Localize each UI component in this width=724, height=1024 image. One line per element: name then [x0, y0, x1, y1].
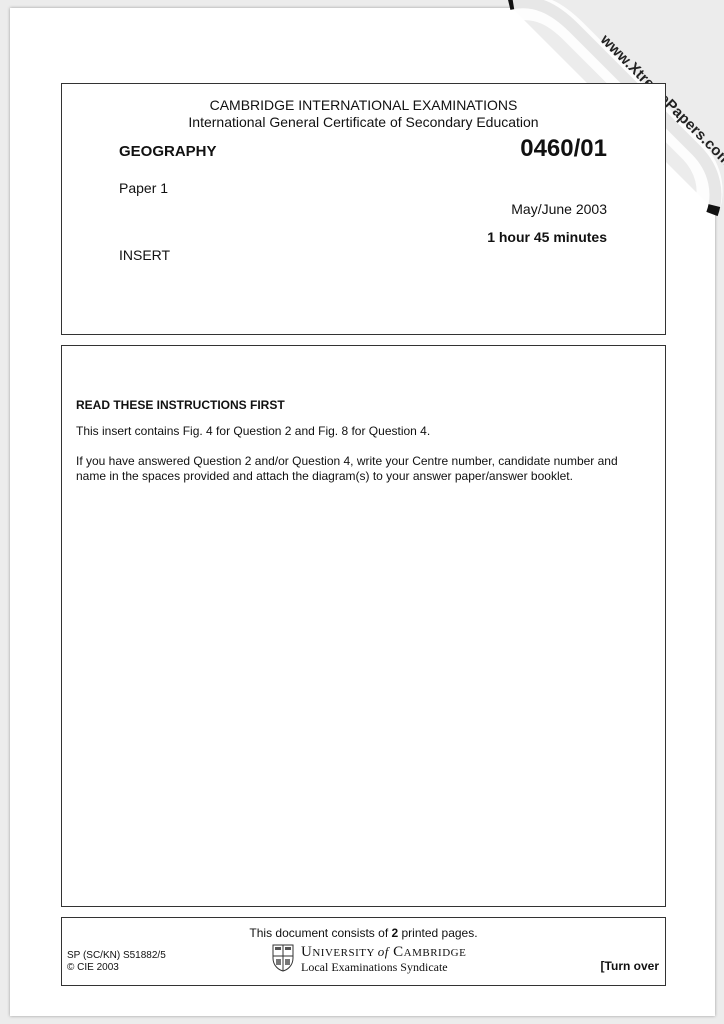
instructions-paragraph-2-line-1: If you have answered Question 2 and/or Question 4, write your Centre number, candidate number and	[76, 454, 618, 468]
cambridge-initial: C	[388, 944, 404, 960]
university-crest-icon	[272, 944, 294, 972]
university-initial: U	[301, 944, 313, 960]
instructions-heading: READ THESE INSTRUCTIONS FIRST	[76, 398, 285, 412]
paper-number: Paper 1	[119, 180, 169, 196]
subject: GEOGRAPHY	[119, 143, 217, 160]
cambridge-rest: AMBRIDGE	[403, 947, 467, 959]
university-of: of	[377, 944, 389, 959]
instructions-paragraph-2-line-2: name in the spaces provided and attach the diagram(s) to your answer paper/answer booklet.	[76, 469, 573, 483]
turn-over: [Turn over	[600, 959, 659, 973]
ucles-logo	[272, 944, 467, 976]
qualification: International General Certificate of Secondary Education	[188, 114, 539, 130]
document-reference	[67, 950, 166, 974]
exam-duration: 1 hour 45 minutes	[487, 229, 607, 245]
footer-box	[61, 917, 666, 986]
syllabus-code: 0460/01	[520, 135, 607, 162]
instructions-paragraph-2	[76, 454, 618, 484]
header-box	[61, 83, 666, 335]
instructions-box	[61, 345, 666, 907]
page-count-number: 2	[391, 926, 399, 940]
reference-code: SP (SC/KN) S51882/5	[67, 950, 166, 961]
exam-session: May/June 2003	[511, 201, 607, 217]
page-count-note	[62, 926, 665, 940]
page-count-pre: This document consists of	[249, 926, 392, 940]
component-label: INSERT	[119, 247, 171, 263]
instructions-paragraph-1: This insert contains Fig. 4 for Question 2 and Fig. 8 for Question 4.	[76, 424, 431, 438]
copyright: © CIE 2003	[67, 962, 119, 973]
university-rest: NIVERSITY	[312, 947, 378, 959]
exam-board: CAMBRIDGE INTERNATIONAL EXAMINATIONS	[209, 97, 518, 113]
syndicate-name: Local Examinations Syndicate	[301, 960, 448, 974]
page-count-post: printed pages.	[398, 926, 478, 940]
university-name	[301, 944, 466, 961]
